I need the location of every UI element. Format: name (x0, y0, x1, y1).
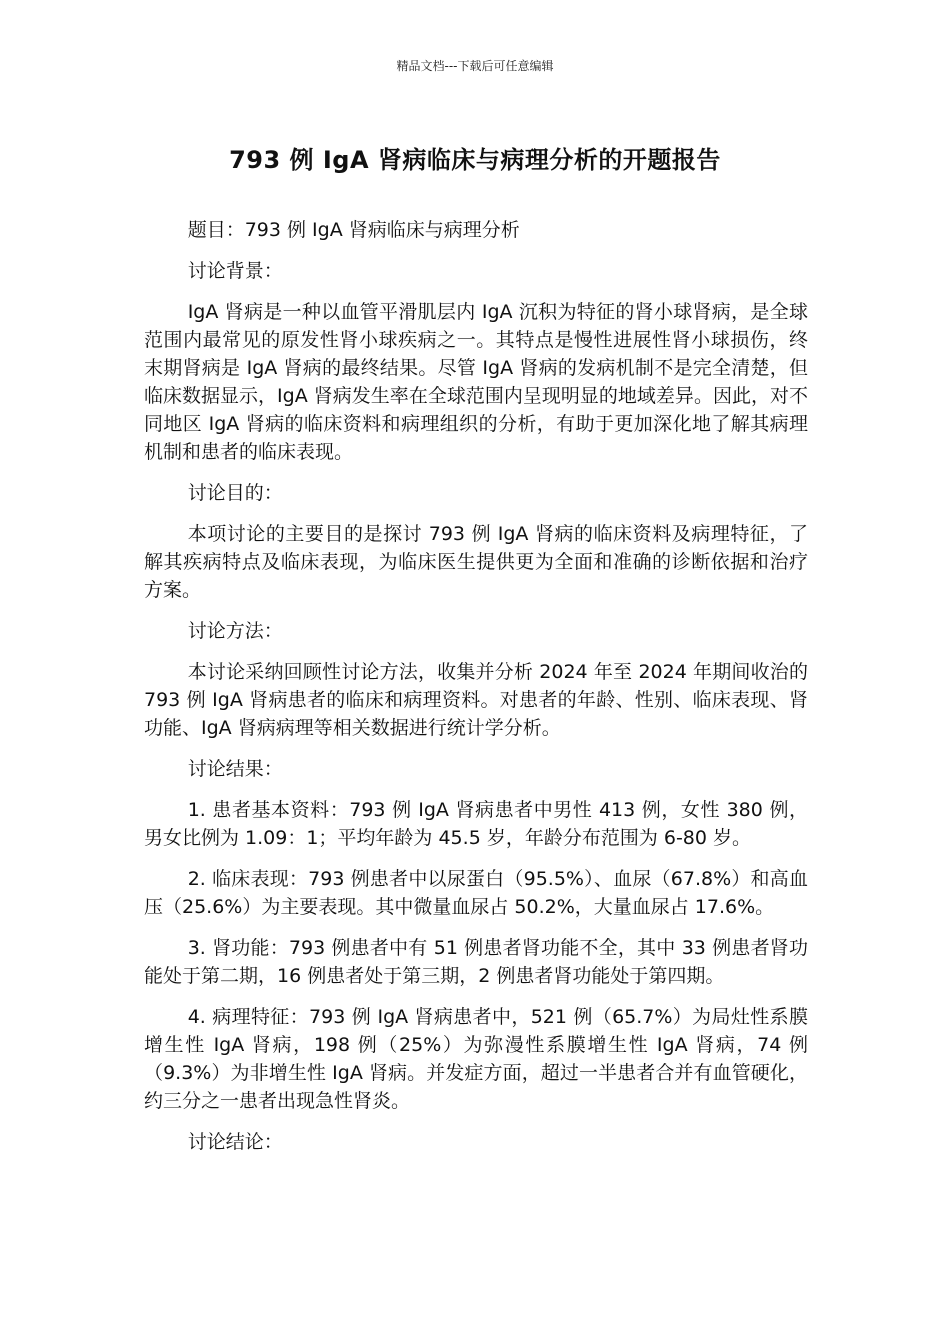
result-item-pathology: 4. 病理特征：793 例 IgA 肾病患者中，521 例（65.7%）为局灶性系膜增生性 IgA 肾病，198 例（25%）为弥漫性系膜增生性 IgA 肾病，74 例（9.3%）为非增生性 IgA 肾病。并发症方面，超过一半患者合并有血管硬化，约三分之一患者出现急性肾炎。 (144, 1006, 808, 1112)
purpose-paragraph: 本项讨论的主要目的是探讨 793 例 IgA 肾病的临床资料及病理特征，了解其疾病特点及临床表现，为临床医生提供更为全面和准确的诊断依据和治疗方案。 (144, 523, 808, 601)
result-item-clinical: 2. 临床表现：793 例患者中以尿蛋白（95.5%）、血尿（67.8%）和高血压（25.6%）为主要表现。其中微量血尿占 50.2%，大量血尿占 17.6%。 (144, 868, 808, 918)
background-heading: 讨论背景： (187, 260, 283, 282)
page-header-note: 精品文档---下载后可任意编辑 (396, 59, 554, 73)
result-item-renal-function: 3. 肾功能：793 例患者中有 51 例患者肾功能不全，其中 33 例患者肾功能处于第二期，16 例患者处于第三期，2 例患者肾功能处于第四期。 (144, 937, 808, 987)
method-heading: 讨论方法： (187, 620, 283, 642)
purpose-heading: 讨论目的： (187, 482, 283, 504)
method-paragraph: 本讨论采纳回顾性讨论方法，收集并分析 2024 年至 2024 年期间收治的 793 例 IgA 肾病患者的临床和病理资料。对患者的年龄、性别、临床表现、肾功能、IgA 肾病病理等相关数据进行统计学分析。 (144, 661, 808, 739)
result-item-basic-info: 1. 患者基本资料：793 例 IgA 肾病患者中男性 413 例，女性 380 例，男女比例为 1.09：1；平均年龄为 45.5 岁，年龄分布范围为 6-80 岁。 (144, 799, 808, 849)
conclusion-heading: 讨论结论： (187, 1131, 283, 1153)
background-paragraph: IgA 肾病是一种以血管平滑肌层内 IgA 沉积为特征的肾小球肾病，是全球范围内最常见的原发性肾小球疾病之一。其特点是慢性进展性肾小球损伤，终末期肾病是 IgA 肾病的最终结果。尽管 IgA 肾病的发病机制不是完全清楚，但临床数据显示，IgA 肾病发生率在全球范围内呈现明显的地域差异。因此，对不同地区 IgA 肾病的临床资料和病理组织的分析，有助于更加深化地了解其病理机制和患者的临床表现。 (144, 301, 808, 463)
document-title: 793 例 IgA 肾病临床与病理分析的开题报告 (229, 146, 721, 174)
document-body (144, 216, 808, 1169)
results-heading: 讨论结果： (187, 758, 283, 780)
topic-line: 题目：793 例 IgA 肾病临床与病理分析 (187, 219, 520, 241)
